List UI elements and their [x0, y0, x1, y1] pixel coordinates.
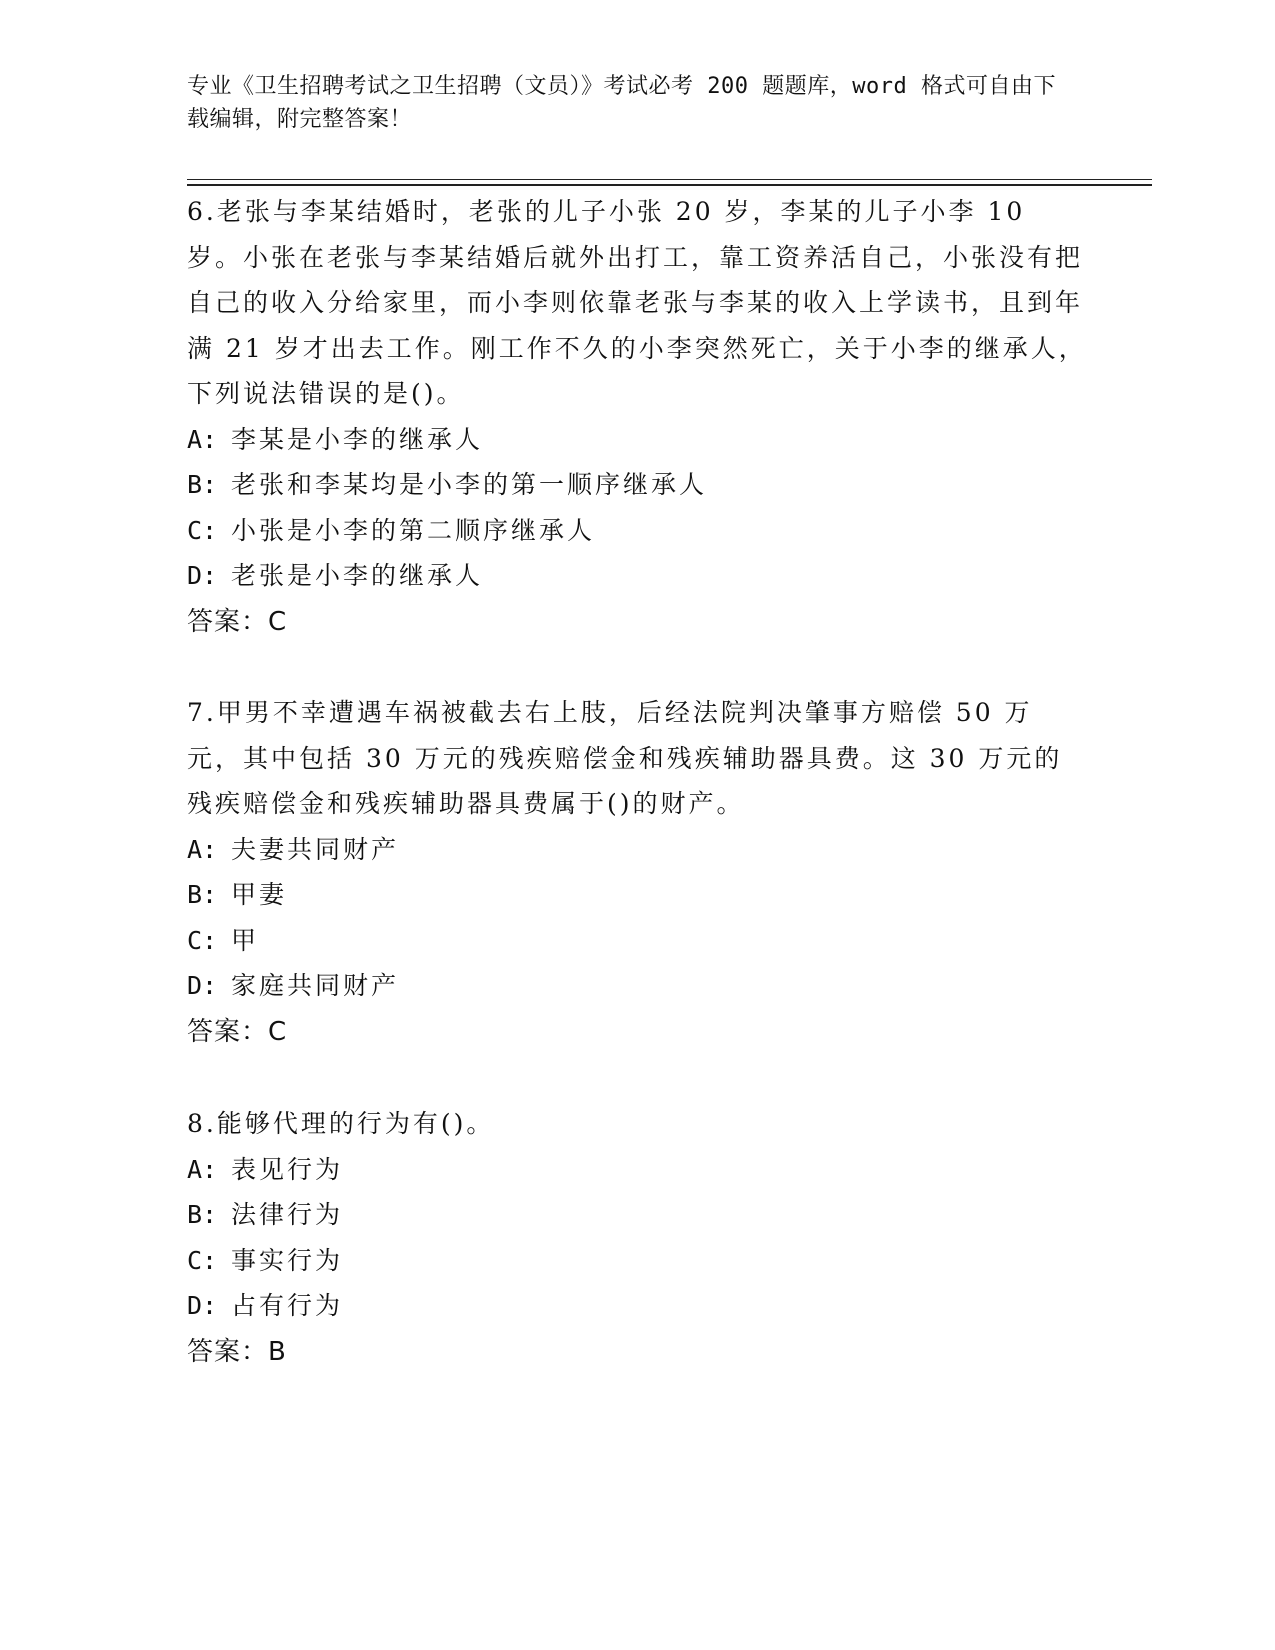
- option-key: C:: [187, 925, 218, 955]
- option-key: A:: [187, 424, 218, 454]
- option-text: 甲妻: [231, 880, 288, 909]
- option-key: D:: [187, 1291, 218, 1320]
- option-b: [187, 1192, 1087, 1238]
- header-divider-thin: [187, 179, 1152, 180]
- question-stem: 6.老张与李某结婚时，老张的儿子小张 20 岁，李某的儿子小李 10 岁。小张在老张与李某结婚后就外出打工，靠工资养活自己，小张没有把自己的收入分给家里，而小李则依靠老张与李某的收入上学读书，且到年满 21 岁才出去工作。刚工作不久的小李突然死亡，关于小李的继承人，下列说法错误的是()。: [187, 197, 1087, 408]
- option-key: C:: [187, 515, 218, 545]
- option-c: [187, 918, 1087, 964]
- option-text: 法律行为: [231, 1200, 344, 1229]
- option-key: D:: [187, 971, 218, 1000]
- option-text: 家庭共同财产: [231, 971, 400, 1000]
- option-text: 老张是小李的继承人: [231, 561, 484, 590]
- answer-line: 答案：B: [187, 1336, 287, 1367]
- option-text: 表见行为: [231, 1154, 344, 1184]
- option-key: B:: [187, 880, 218, 909]
- question-7: [187, 690, 1087, 1055]
- option-text: 小张是小李的第二顺序继承人: [231, 515, 596, 545]
- option-c: [187, 508, 1087, 554]
- option-a: [187, 827, 1087, 873]
- option-key: A:: [187, 1154, 218, 1184]
- option-d: [187, 963, 1087, 1009]
- option-key: B:: [187, 470, 218, 499]
- option-b: [187, 462, 1087, 508]
- option-key: C:: [187, 1245, 218, 1275]
- option-key: A:: [187, 834, 218, 864]
- question-8: [187, 1101, 1087, 1375]
- question-6: [187, 189, 1087, 645]
- option-a: [187, 417, 1087, 463]
- option-text: 李某是小李的继承人: [231, 424, 484, 454]
- option-d: [187, 1283, 1087, 1329]
- question-stem: 7.甲男不幸遭遇车祸被截去右上肢，后经法院判决肇事方赔偿 50 万元，其中包括 30 万元的残疾赔偿金和残疾辅助器具费。这 30 万元的残疾赔偿金和残疾辅助器具费属于()的财产。: [187, 698, 1063, 818]
- option-text: 老张和李某均是小李的第一顺序继承人: [231, 470, 708, 499]
- document-header: [187, 70, 1067, 136]
- header-intro-text: 专业《卫生招聘考试之卫生招聘（文员）》考试必考 200 题题库，word 格式可自由下载编辑，附完整答案！: [187, 74, 1056, 132]
- header-divider-thick: [187, 184, 1152, 186]
- option-text: 占有行为: [231, 1291, 344, 1320]
- option-c: [187, 1238, 1087, 1284]
- option-a: [187, 1147, 1087, 1193]
- answer-line: 答案：C: [187, 606, 288, 637]
- option-text: 甲: [231, 925, 260, 955]
- answer-line: 答案：C: [187, 1016, 288, 1047]
- option-text: 事实行为: [231, 1245, 344, 1275]
- option-key: D:: [187, 561, 218, 590]
- option-key: B:: [187, 1200, 218, 1229]
- option-text: 夫妻共同财产: [231, 834, 400, 864]
- question-stem: 8.能够代理的行为有()。: [187, 1109, 495, 1138]
- option-d: [187, 553, 1087, 599]
- option-b: [187, 872, 1087, 918]
